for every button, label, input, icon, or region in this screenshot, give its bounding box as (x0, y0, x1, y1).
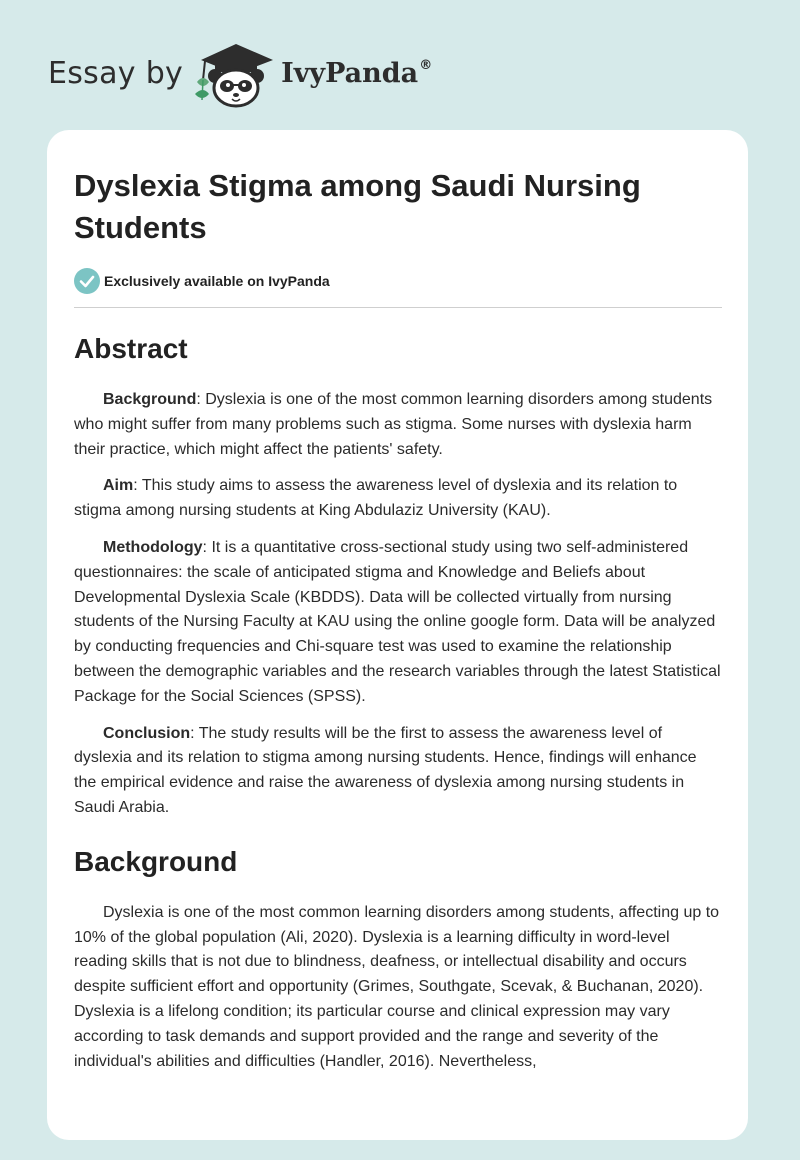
paragraph-lead: Background (103, 391, 197, 408)
exclusive-badge (74, 267, 722, 295)
abstract-paragraph (74, 722, 722, 821)
site-header (48, 38, 432, 108)
background-heading: Background (74, 845, 238, 877)
check-circle-icon (74, 268, 100, 294)
panda-graduate-icon[interactable] (193, 38, 279, 108)
paragraph-lead: Aim (103, 477, 134, 495)
abstract-paragraph (74, 536, 722, 710)
paragraph-text: : Dyslexia is one of the most common learning disorders among students who might suffer from many problems such as stigma. Some nurses with dyslexia harm their practice, which might affect the patients' safety. (74, 391, 713, 458)
abstract-paragraph (74, 474, 722, 524)
divider (74, 307, 722, 308)
abstract-paragraph (74, 388, 722, 462)
brand-prefix: Essay by (48, 55, 184, 91)
page-title: Dyslexia Stigma among Saudi Nursing Students (74, 168, 641, 245)
exclusive-label: Exclusively available on IvyPanda (104, 273, 330, 289)
essay-card (47, 130, 748, 1140)
brand-name[interactable]: IvyPanda® (281, 57, 433, 89)
abstract-heading: Abstract (74, 333, 188, 364)
paragraph-text: : This study aims to assess the awareness level of dyslexia and its relation to stigma among nursing students at King Abdulaziz University (KAU). (74, 477, 678, 520)
background-paragraph: Dyslexia is one of the most common learning disorders among students, affecting up to 10% of the global population (Ali, 2020). Dyslexia is a learning difficulty in word-level reading skills that is not due to blindness, deafness, or intellectual disability and occurs despite sufficient effort and opportunity (Grimes, Southgate, Scevak, & Buchanan, 2020). Dyslexia is a lifelong condition; its particular course and clinical expression may vary according to task demands and support provided and the range and severity of the individual's abilities and difficulties (Handler, 2016). Nevertheless, (74, 903, 720, 1070)
registered-mark: ® (419, 57, 433, 73)
paragraph-text: : It is a quantitative cross-sectional study using two self-administered questionnaires: the scale of anticipated stigma and Knowledge and Beliefs about Developmental Dyslexia Scale (KBDDS). Data will be collected virtually from nursing students of the Nursing Faculty at KAU using the online google form. Data will be analyzed by conducting frequencies and Chi-square test was used to examine the relationship between the demographic variables and the research variables through the latest Statistical Package for the Social Sciences (SPSS). (74, 538, 721, 705)
paragraph-lead: Methodology (103, 538, 203, 556)
paragraph-text: : The study results will be the first to assess the awareness level of dyslexia and its relation to stigma among nursing students. Hence, findings will enhance the empirical evidence and raise the awareness of dyslexia among nursing students in Saudi Arabia. (74, 724, 697, 816)
paragraph-lead: Conclusion (103, 724, 191, 742)
